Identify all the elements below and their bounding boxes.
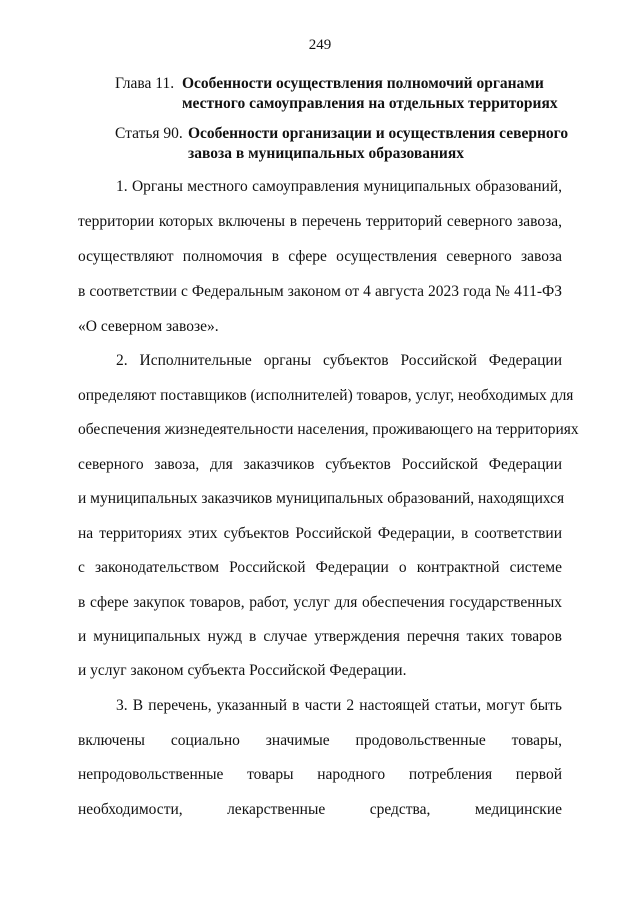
article-title	[188, 124, 568, 164]
paragraph-line: определяют поставщиков (исполнителей) товаров, услуг, необходимых для	[78, 387, 574, 404]
paragraph-line: в сфере закупок товаров, работ, услуг для обеспечения государственных	[78, 594, 562, 611]
paragraph-line: включены социально значимые продовольственные товары,	[78, 732, 562, 749]
paragraph-line: обеспечения жизнедеятельности населения, проживающего на территориях	[78, 421, 579, 438]
chapter-title-line: Особенности осуществления полномочий органами	[182, 75, 544, 92]
page-number: 249	[308, 37, 332, 53]
paragraph-line: «О северном завозе».	[78, 318, 219, 335]
paragraph-line: 2. Исполнительные органы субъектов Российской Федерации	[116, 352, 562, 369]
chapter-title-line: местного самоуправления на отдельных территориях	[182, 95, 558, 112]
paragraph-line: северного завоза, для заказчиков субъектов Российской Федерации	[78, 456, 562, 473]
paragraph-line: 1. Органы местного самоуправления муниципальных образований,	[116, 178, 562, 195]
paragraph-line: в соответствии с Федеральным законом от 4 августа 2023 года № 411-ФЗ	[78, 283, 562, 300]
chapter-label: Глава 11.	[115, 75, 175, 92]
paragraph-line: с законодательством Российской Федерации о контрактной системе	[78, 559, 562, 576]
paragraph-line: осуществляют полномочия в сфере осуществления северного завоза	[78, 248, 562, 265]
paragraph-line: и муниципальных заказчиков муниципальных образований, находящихся	[78, 490, 565, 507]
paragraph-line: и муниципальных нужд в случае утверждения перечня таких товаров	[78, 628, 562, 645]
paragraph-line: непродовольственные товары народного потребления первой	[78, 766, 562, 783]
article-title-line: Особенности организации и осуществления северного	[188, 125, 569, 142]
chapter-heading	[115, 74, 585, 114]
paragraph-line: 3. В перечень, указанный в части 2 настоящей статьи, могут быть	[116, 697, 562, 714]
paragraph-line: территории которых включены в перечень территорий северного завоза,	[78, 213, 562, 230]
article-title-line: завоза в муниципальных образованиях	[188, 145, 464, 162]
chapter-title	[182, 74, 558, 114]
article-heading	[115, 124, 585, 164]
article-label: Статья 90.	[115, 125, 183, 142]
paragraph-line: и услуг законом субъекта Российской Федерации.	[78, 662, 407, 679]
paragraph-line: на территориях этих субъектов Российской Федерации, в соответствии	[78, 525, 562, 542]
paragraph-line: необходимости, лекарственные средства, медицинские	[78, 801, 562, 818]
